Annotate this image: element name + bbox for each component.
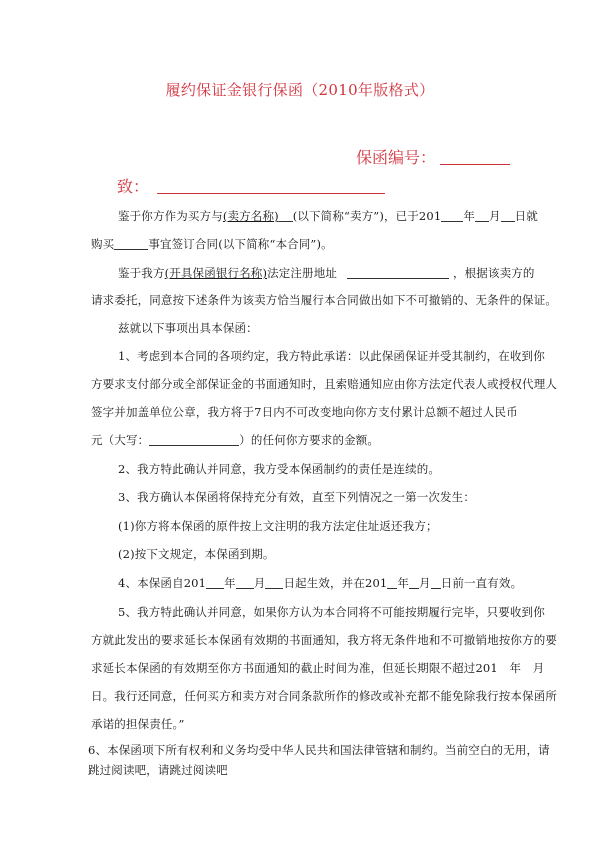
paragraph-3: 兹就以下事项出具本保函： <box>118 321 258 335</box>
text: 4、本保函自201 <box>118 576 207 590</box>
month-blank[interactable] <box>475 209 489 222</box>
text: 鉴于你方作为买方与 <box>118 209 223 223</box>
item-5-line-5: 承诺的担保责任。” <box>91 717 185 731</box>
item-5-line-3: 求延长本保函的有效期至你方书面通知的截止时间为准，但延长期限不超过201 年 月 <box>91 661 545 675</box>
item-3-sub-1: (1)你方将本保函的原件按上文注明的我方法定住址返还我方； <box>118 519 438 533</box>
item-2: 2、我方特此确认并同意，我方受本保函制约的责任是连续的。 <box>118 462 441 476</box>
end-day-blank[interactable] <box>431 576 441 589</box>
guarantee-number-blank[interactable] <box>440 163 510 165</box>
paragraph-1-line-1 <box>118 208 538 224</box>
text: 元（大写： <box>91 433 150 447</box>
text: 日前一直有效。 <box>440 576 523 590</box>
item-4 <box>118 575 522 591</box>
item-6-line-1: 6、本保函项下所有权利和义务均受中华人民共和国法律管辖和制约。当前空白的无用，请 <box>88 743 550 757</box>
addressee-blank[interactable] <box>157 192 385 194</box>
text: 购买 <box>91 237 115 251</box>
item-1-line-3: 签字并加盖单位公章，我方将于7日内不可改变地向你方支付累计总额不超过人民币 <box>91 405 518 419</box>
start-day-blank[interactable] <box>265 576 283 589</box>
item-3: 3、我方确认本保函将保持充分有效，直至下列情况之一第一次发生： <box>118 490 475 504</box>
seller-name-field[interactable]: (卖方名称) <box>222 209 279 223</box>
paragraph-2-line-1 <box>118 265 535 281</box>
item-5-line-2: 方就此发出的要求延长本保函有效期的书面通知，我方将无条件地和不可撤销地按你方的要 <box>91 633 557 647</box>
guarantee-number-line <box>356 145 510 168</box>
year-blank[interactable] <box>441 209 463 222</box>
end-year-blank[interactable] <box>387 576 397 589</box>
item-5-line-4: 日。我行还同意，任何买方和卖方对合同条款所作的修改或补充都不能免除我行按本保函所 <box>91 689 557 703</box>
item-6-line-2: 跳过阅读吧，请跳过阅读吧 <box>88 763 228 777</box>
text: 月 <box>253 576 266 590</box>
start-month-blank[interactable] <box>236 576 254 589</box>
paragraph-1-line-2 <box>91 236 333 252</box>
text: 月 <box>419 576 431 590</box>
text: 鉴于我方 <box>118 266 165 280</box>
text: 年 <box>224 576 236 590</box>
document-title: 履约保证金银行保函（2010年版格式） <box>165 81 435 99</box>
text: ）的任何你方要求的金额。 <box>239 433 380 447</box>
end-month-blank[interactable] <box>409 576 419 589</box>
day-blank[interactable] <box>501 209 515 222</box>
text: 日就 <box>514 209 538 223</box>
paragraph-2-line-2: 请求委托，同意按下述条件为该卖方恰当履行本合同做出如下不可撤销的、无条件的保证。 <box>91 293 557 307</box>
addressee-label: 致： <box>117 177 150 196</box>
text: 月 <box>488 209 501 223</box>
text: 年 <box>397 576 410 590</box>
seller-name-blank[interactable] <box>279 209 293 222</box>
addressee-line <box>117 174 385 197</box>
item-1-line-4 <box>91 432 379 448</box>
item-1-line-2: 方要求支付部分或全部保证金的书面通知时，且索赔通知应由你方法定代表人或授权代理人 <box>91 377 557 391</box>
item-5-line-1: 5、我方特此确认并同意，如果你方认为本合同将不可能按期履行完毕，只要收到你 <box>118 605 545 619</box>
text: ，根据该卖方的 <box>453 266 535 280</box>
text: (以下简称“卖方”)，已于201 <box>292 209 442 223</box>
purchase-item-blank[interactable] <box>114 237 148 250</box>
item-3-sub-2: (2)按下文规定，本保函到期。 <box>118 547 275 561</box>
start-year-blank[interactable] <box>206 576 224 589</box>
text: 法定注册地址 <box>267 266 337 280</box>
guarantee-number-label: 保函编号： <box>356 148 437 167</box>
text: 年 <box>463 209 475 223</box>
registered-address-blank[interactable] <box>347 266 449 279</box>
item-1-line-1: 1、考虑到本合同的各项约定，我方特此承诺：以此保函保证并受其制约，在收到你 <box>118 349 545 363</box>
text: 日起生效，并在201 <box>283 576 388 590</box>
bank-name-field[interactable]: (开具保函银行名称) <box>164 266 268 280</box>
amount-in-words-blank[interactable] <box>149 433 239 446</box>
text: 事宜签订合同(以下简称“本合同”)。 <box>148 237 333 251</box>
